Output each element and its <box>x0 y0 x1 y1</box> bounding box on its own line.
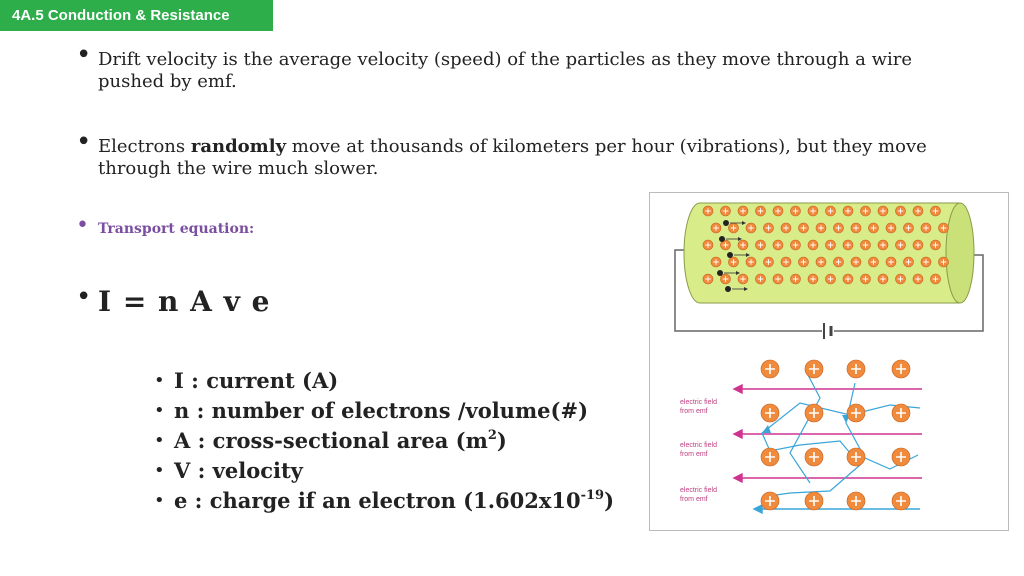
variable-definitions <box>154 366 614 516</box>
ion <box>764 223 774 233</box>
ion <box>904 257 914 267</box>
svg-text:electric field: electric field <box>680 487 717 494</box>
definition-number: • n : number of electrons /volume(#) <box>154 398 589 423</box>
ion <box>939 223 949 233</box>
svg-text:from emf: from emf <box>680 451 708 458</box>
ion <box>931 274 941 284</box>
ion <box>878 274 888 284</box>
ion-large <box>892 492 910 510</box>
ion <box>738 240 748 250</box>
definition-velocity: • V : velocity <box>154 458 303 483</box>
ion <box>896 274 906 284</box>
ion <box>773 206 783 216</box>
ion <box>799 257 809 267</box>
bullet-dot: • <box>76 127 92 157</box>
electron-path <box>762 375 920 497</box>
ion <box>843 206 853 216</box>
ion <box>826 206 836 216</box>
ion-large <box>805 448 823 466</box>
ion <box>764 257 774 267</box>
ion-large <box>892 448 910 466</box>
battery-icon <box>824 323 831 339</box>
ion-large <box>847 492 865 510</box>
text-part: move at thousands of kilometers per hour (vibrations), but they move through the wire much slower. <box>98 136 927 179</box>
ion <box>773 274 783 284</box>
ion-large <box>805 492 823 510</box>
bullet-equation <box>76 282 271 318</box>
ion <box>921 223 931 233</box>
ion <box>931 206 941 216</box>
ion <box>931 240 941 250</box>
bullet-text: Transport equation: <box>98 221 255 237</box>
field-labels <box>680 399 717 503</box>
ion <box>773 240 783 250</box>
bullet-dot: • <box>76 213 89 238</box>
ion <box>913 206 923 216</box>
ion-large <box>805 360 823 378</box>
emphasis-randomly: randomly <box>190 136 287 157</box>
ion <box>861 240 871 250</box>
svg-text:electric field: electric field <box>680 399 717 406</box>
ion <box>826 274 836 284</box>
ion <box>834 257 844 267</box>
ion <box>921 257 931 267</box>
ion <box>816 257 826 267</box>
ion <box>711 223 721 233</box>
ion <box>738 274 748 284</box>
ion <box>756 274 766 284</box>
ion <box>729 257 739 267</box>
ion <box>886 223 896 233</box>
definition-area: • A : cross-sectional area $(m^2)$ <box>154 428 507 453</box>
ion <box>913 240 923 250</box>
drift-diagram-svg <box>650 193 1008 530</box>
bullet-text <box>98 136 996 180</box>
ion <box>878 240 888 250</box>
ion <box>939 257 949 267</box>
bullet-text: Drift velocity is the average velocity (speed) of the particles as they move through a wire pushed by emf. <box>98 49 913 92</box>
ion <box>816 223 826 233</box>
ion <box>756 206 766 216</box>
ion <box>904 223 914 233</box>
ion <box>791 274 801 284</box>
ion-large <box>847 360 865 378</box>
ion <box>843 240 853 250</box>
ion-large <box>892 360 910 378</box>
ion <box>878 206 888 216</box>
definition-current: • I : current (A) <box>154 368 339 393</box>
bullet-dot: • <box>76 40 92 70</box>
ion <box>861 274 871 284</box>
ion <box>721 274 731 284</box>
definition-charge: • e : charge if an electron $(1.602x10^{-19})$ <box>154 488 615 513</box>
ion <box>826 240 836 250</box>
svg-text:electric field: electric field <box>680 442 717 449</box>
ion <box>711 257 721 267</box>
bullet-random-motion <box>76 127 996 180</box>
ion <box>851 223 861 233</box>
ion-large <box>761 492 779 510</box>
equation: I = n A v e <box>98 285 271 318</box>
ion <box>703 240 713 250</box>
ion-large <box>805 404 823 422</box>
ion <box>869 223 879 233</box>
lattice-ions-large <box>761 360 910 510</box>
ion-large <box>761 404 779 422</box>
ion <box>746 223 756 233</box>
ion <box>703 274 713 284</box>
ion <box>843 274 853 284</box>
ion <box>896 240 906 250</box>
ion-large <box>847 404 865 422</box>
ion-large <box>847 448 865 466</box>
ion <box>861 206 871 216</box>
ion <box>746 257 756 267</box>
svg-text:from emf: from emf <box>680 496 708 503</box>
ion <box>808 240 818 250</box>
ion <box>791 240 801 250</box>
ion-large <box>761 360 779 378</box>
svg-text:from emf: from emf <box>680 408 708 415</box>
text-part: Electrons <box>98 136 191 157</box>
ion <box>703 206 713 216</box>
ion <box>791 206 801 216</box>
ion <box>729 223 739 233</box>
ion <box>808 206 818 216</box>
bullet-dot: • <box>76 282 92 312</box>
bullet-transport-equation <box>76 213 255 240</box>
ion <box>808 274 818 284</box>
ion <box>781 223 791 233</box>
ion <box>851 257 861 267</box>
section-tag: 4A.5 Conduction & Resistance <box>0 0 273 31</box>
ion <box>721 206 731 216</box>
ion <box>756 240 766 250</box>
ion <box>913 274 923 284</box>
ion <box>799 223 809 233</box>
ion <box>896 206 906 216</box>
ion <box>834 223 844 233</box>
ion-large <box>892 404 910 422</box>
ion <box>738 206 748 216</box>
ion <box>781 257 791 267</box>
ion-large <box>761 448 779 466</box>
ion <box>886 257 896 267</box>
bullet-drift-velocity <box>76 40 976 93</box>
drift-diagram <box>649 192 1009 531</box>
ion <box>869 257 879 267</box>
